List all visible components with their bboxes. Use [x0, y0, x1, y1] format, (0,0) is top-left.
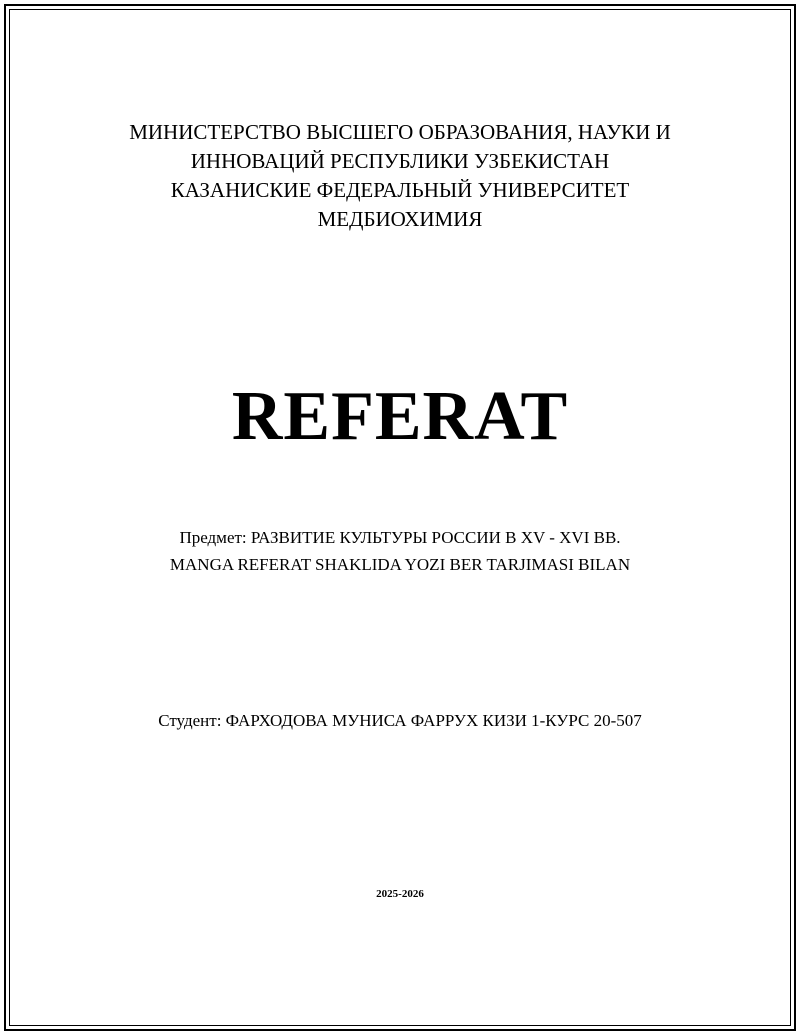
- institution-line-1: МИНИСТЕРСТВО ВЫСШЕГО ОБРАЗОВАНИЯ, НАУКИ И: [129, 120, 671, 144]
- institution-header: [0, 118, 800, 234]
- academic-year: 2025-2026: [376, 888, 424, 900]
- subject-block: [0, 524, 800, 578]
- institution-line-2: ИННОВАЦИЙ РЕСПУБЛИКИ УЗБЕКИСТАН: [190, 149, 610, 173]
- institution-line-4: МЕДБИОХИМИЯ: [317, 207, 483, 231]
- document-title: REFERAT: [231, 378, 569, 455]
- subject-line-1: Предмет: РАЗВИТИЕ КУЛЬТУРЫ РОССИИ В XV - XVI ВВ.: [179, 528, 621, 547]
- institution-line-3: КАЗАНИСКИЕ ФЕДЕРАЛЬНЫЙ УНИВЕРСИТЕТ: [170, 178, 630, 202]
- student-info: Студент: ФАРХОДОВА МУНИСА ФАРРУХ КИЗИ 1-КУРС 20-507: [158, 711, 642, 730]
- subject-line-2: MANGA REFERAT SHAKLIDA YOZI BER TARJIMASI BILAN: [169, 555, 631, 574]
